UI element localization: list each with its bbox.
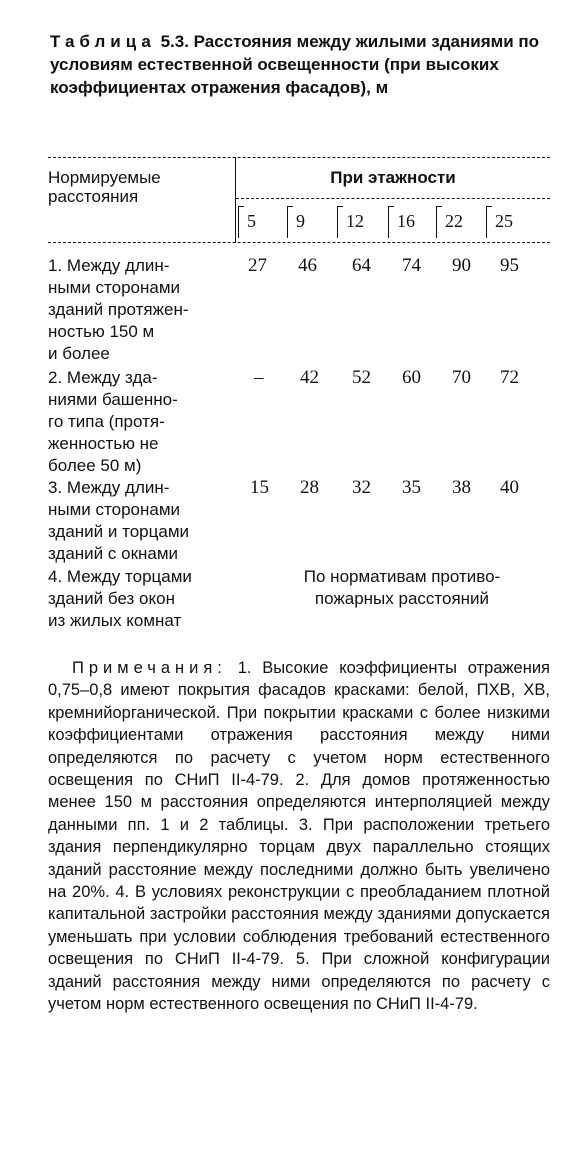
table-cell: 35 [402, 477, 421, 498]
table-cell: 28 [300, 477, 319, 498]
floor-header: 25 [486, 206, 546, 238]
table-cell: 72 [500, 367, 519, 388]
row-label: 4. Между торцами зданий без окон из жилых комнат [48, 567, 192, 630]
table-cell: – [254, 367, 264, 388]
table-cell: 70 [452, 367, 471, 388]
floors-header-rule [236, 198, 550, 199]
floor-header: 9 [287, 206, 331, 238]
table-cell: 90 [452, 255, 471, 276]
floor-header: 22 [436, 206, 480, 238]
table-cell: 95 [500, 255, 519, 276]
header-divider [235, 157, 236, 243]
row-label: 2. Между зда- ниями башенно- го типа (протя- женностью не более 50 м) [48, 368, 178, 475]
row-label: 1. Между длин- ными сторонами зданий протяжен- ностью 150 м и более [48, 256, 189, 363]
table-title-label: Таблица [50, 32, 156, 51]
column-header-floors: При этажности [330, 168, 456, 187]
table-cell: 74 [402, 255, 421, 276]
table-title [50, 30, 550, 99]
table-cell: 46 [298, 255, 317, 276]
table-cell: 27 [248, 255, 267, 276]
table-cell: 40 [500, 477, 519, 498]
table-title-text: 5.3. Расстояния между жилыми зданиями по условиям естественной освещенности (при высоких коэффициентах отражения фасадов), м [50, 32, 540, 97]
floor-header: 16 [388, 206, 432, 238]
table-header-bottom-rule [48, 242, 550, 243]
table-top-rule [48, 157, 550, 158]
merged-cell-fire-norms: По нормативам противо- пожарных расстояний [303, 567, 501, 608]
notes-label: Примечания: [72, 659, 227, 677]
table-cell: 38 [452, 477, 471, 498]
table-cell: 64 [352, 255, 371, 276]
floor-header: 12 [337, 206, 381, 238]
notes-paragraph [48, 657, 550, 1016]
table-cell: 32 [352, 477, 371, 498]
table-cell: 42 [300, 367, 319, 388]
notes-text: 1. Высокие коэффициенты отражения 0,75–0,8 имеют покрытия фасадов красками: белой, ПХВ, ХВ, кремнийорганической. При покрытии красками с более низкими коэффициентами отражения расстояния между ними определяются по расчету с учетом норм естественного освещения по СНиП II-4-79. 2. Для домов протяженностью менее 150 м расстояния определяются интерполяцией между данными пп. 1 и 2 таблицы. 3. При расположении третьего здания перпендикулярно торцам двух параллельно стоящих зданий расстояние между последними должно быть увеличено на 20%. 4. В условиях реконструкции с преобладанием плотной капитальной застройки расстояния между зданиями допускается уменьшать при условии соблюдения требований естественного освещения по СНиП II-4-79. 5. При сложной конфигурации зданий расстояния между ними определяются по расчету с учетом норм естественного освещения по СНиП II-4-79. [48, 659, 550, 1014]
floor-header: 5 [238, 206, 282, 238]
table-cell: 52 [352, 367, 371, 388]
table-cell: 15 [250, 477, 269, 498]
table-cell: 60 [402, 367, 421, 388]
column-header-distances: Нормируемые расстояния [48, 168, 161, 206]
row-label: 3. Между длин- ными сторонами зданий и торцами зданий с окнами [48, 478, 189, 563]
